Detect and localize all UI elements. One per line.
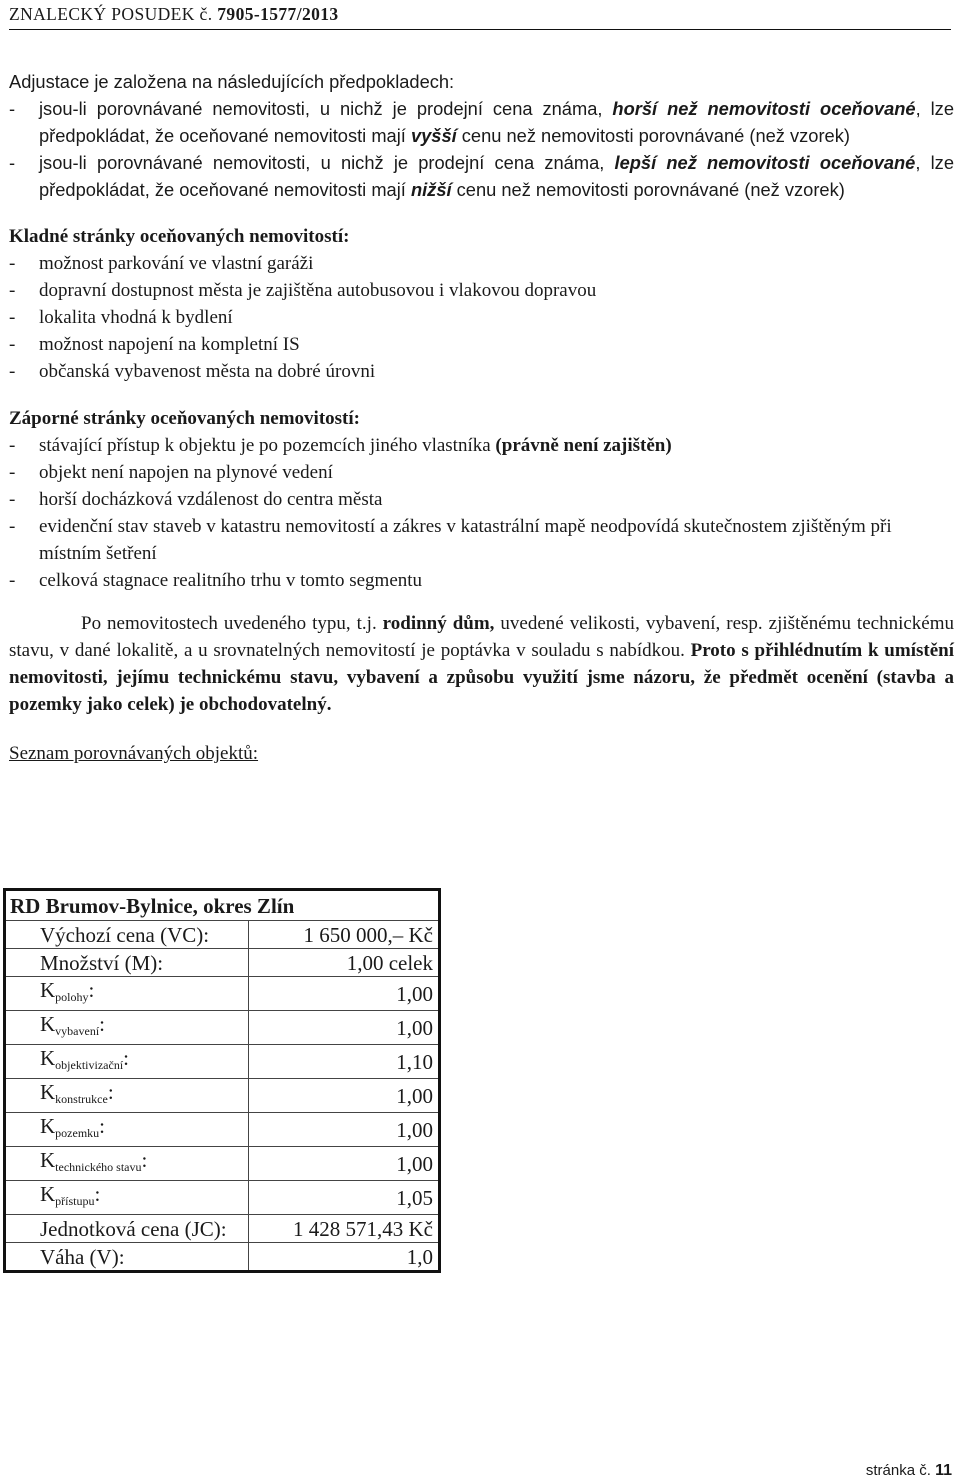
positives-list: [9, 250, 954, 385]
table-row: [5, 1147, 440, 1181]
table-row: [5, 1045, 440, 1079]
adjustment-section: [9, 68, 954, 203]
negatives-list: [9, 432, 954, 594]
row-value: 1,00: [249, 1113, 440, 1147]
row-value: 1,00: [249, 1011, 440, 1045]
table-row: [5, 921, 440, 949]
table-row: [5, 1215, 440, 1243]
row-label: [5, 1113, 249, 1147]
adjustment-emphasis: lepší než nemovitosti oceňované: [614, 152, 916, 173]
coef-symbol: K: [40, 1012, 56, 1036]
adjustment-list: [9, 95, 954, 203]
adjustment-intro: Adjustace je založena na následujících předpokladech:: [9, 71, 455, 92]
table-row: [5, 949, 440, 977]
document-body: [9, 68, 954, 767]
row-value: 1,00: [249, 1079, 440, 1113]
coef-colon: :: [141, 1148, 148, 1172]
coef-subscript: pozemku: [55, 1126, 100, 1140]
comparison-list-title: Seznam porovnávaných objektů:: [9, 743, 259, 764]
coef-subscript: technického stavu: [55, 1160, 142, 1174]
table-row: [5, 1243, 440, 1272]
row-label: Množství (M):: [5, 949, 249, 977]
page-header: [9, 4, 951, 30]
table-row: [5, 1113, 440, 1147]
object-title: RD Brumov-Bylnice, okres Zlín: [5, 890, 440, 921]
conclusion-text: uvedené velikosti, vybavení, resp. zjištěnému technickému stavu, v dané lokalitě, a u srovnatelných nemovitostí je poptávka v souladu s nabídkou.: [9, 613, 954, 661]
adjustment-emphasis: vyšší: [410, 125, 457, 146]
adjustment-text: , lze předpokládat, že oceňované nemovitosti mají: [39, 152, 954, 200]
coef-symbol: K: [40, 1046, 56, 1070]
adjustment-item: [9, 149, 954, 203]
table-row: [5, 1011, 440, 1045]
positives-heading: Kladné stránky oceňovaných nemovitostí:: [9, 226, 350, 247]
table-row: [5, 1079, 440, 1113]
coef-subscript: vybavení: [55, 1024, 100, 1038]
row-value: 1,0: [249, 1243, 440, 1272]
coef-colon: :: [99, 1012, 106, 1036]
list-item-text: stávající přístup k objektu je po pozemcích jiného vlastníka: [39, 435, 496, 456]
adjustment-emphasis: nižší: [410, 179, 452, 200]
row-label: Váha (V):: [5, 1243, 249, 1272]
row-label: [5, 1181, 249, 1215]
list-item: [9, 432, 954, 459]
coef-colon: :: [107, 1080, 114, 1104]
conclusion-emphasis: rodinný dům,: [382, 613, 495, 634]
coef-subscript: objektivizační: [55, 1058, 124, 1072]
coef-symbol: K: [40, 978, 56, 1002]
row-label: [5, 1045, 249, 1079]
list-item: - lokalita vhodná k bydlení: [9, 304, 954, 331]
adjustment-text: cenu než nemovitosti porovnávané (než vzorek): [456, 125, 850, 146]
page-label: stránka č.: [865, 1462, 931, 1479]
adjustment-text: jsou-li porovnávané nemovitosti, u nichž je prodejní cena známa,: [39, 152, 615, 173]
table-row: [5, 1181, 440, 1215]
coef-colon: :: [88, 978, 95, 1002]
adjustment-item: [9, 95, 954, 149]
header-number: 7905-1577/2013: [217, 4, 339, 24]
list-item: - dopravní dostupnost města je zajištěna autobusovou i vlakovou dopravou: [9, 277, 954, 304]
row-value: 1,00 celek: [249, 949, 440, 977]
row-value: 1 428 571,43 Kč: [249, 1215, 440, 1243]
coef-subscript: přístupu: [55, 1194, 95, 1208]
coef-symbol: K: [40, 1148, 56, 1172]
row-label: [5, 977, 249, 1011]
row-value: 1 650 000,– Kč: [249, 921, 440, 949]
row-value: 1,10: [249, 1045, 440, 1079]
coef-colon: :: [99, 1114, 106, 1138]
list-item-emphasis: (právně není zajištěn): [495, 435, 672, 456]
list-item: - celková stagnace realitního trhu v tomto segmentu: [9, 567, 954, 594]
page-number: 11: [935, 1462, 952, 1479]
conclusion-text: Po nemovitostech uvedeného typu, t.j.: [81, 613, 383, 634]
adjustment-emphasis: horší než nemovitosti oceňované: [612, 98, 916, 119]
row-label: [5, 1147, 249, 1181]
list-item: - evidenční stav staveb v katastru nemovitostí a zákres v katastrální mapě neodpovídá skutečnostem zjištěným při místním šetření: [9, 513, 954, 567]
conclusion-emphasis: Proto s přihlédnutím k umístění nemovitosti, jejímu technickému stavu, vybavení a způsobu využití jsme názoru, že předmět ocenění (stavba a pozemky jako celek) je obchodovatelný.: [9, 640, 954, 715]
header-title: ZNALECKÝ POSUDEK č.: [9, 4, 213, 24]
coef-colon: :: [94, 1182, 101, 1206]
coef-colon: :: [123, 1046, 129, 1070]
row-label: [5, 1011, 249, 1045]
list-item: - občanská vybavenost města na dobré úrovni: [9, 358, 954, 385]
adjustment-text: jsou-li porovnávané nemovitosti, u nichž je prodejní cena známa,: [39, 98, 613, 119]
row-value: 1,05: [249, 1181, 440, 1215]
coef-subscript: polohy: [55, 990, 89, 1004]
page-footer: [866, 1462, 952, 1480]
list-item: - objekt není napojen na plynové vedení: [9, 459, 954, 486]
conclusion-paragraph: [9, 610, 954, 718]
coef-symbol: K: [40, 1080, 56, 1104]
coef-subscript: konstrukce: [55, 1092, 108, 1106]
table-row: [5, 977, 440, 1011]
coef-symbol: K: [40, 1114, 56, 1138]
list-item: - možnost napojení na kompletní IS: [9, 331, 954, 358]
comparison-object-table: [3, 888, 441, 1273]
row-label: Výchozí cena (VC):: [5, 921, 249, 949]
list-item: - horší docházková vzdálenost do centra města: [9, 486, 954, 513]
row-value: 1,00: [249, 977, 440, 1011]
coef-symbol: K: [40, 1182, 56, 1206]
row-label: [5, 1079, 249, 1113]
negatives-heading: Záporné stránky oceňovaných nemovitostí:: [9, 408, 360, 429]
list-item: - možnost parkování ve vlastní garáži: [9, 250, 954, 277]
row-label: Jednotková cena (JC):: [5, 1215, 249, 1243]
adjustment-text: cenu než nemovitosti porovnávané (než vzorek): [451, 179, 845, 200]
row-value: 1,00: [249, 1147, 440, 1181]
adjustment-text: , lze předpokládat, že oceňované nemovitosti mají: [39, 98, 954, 146]
